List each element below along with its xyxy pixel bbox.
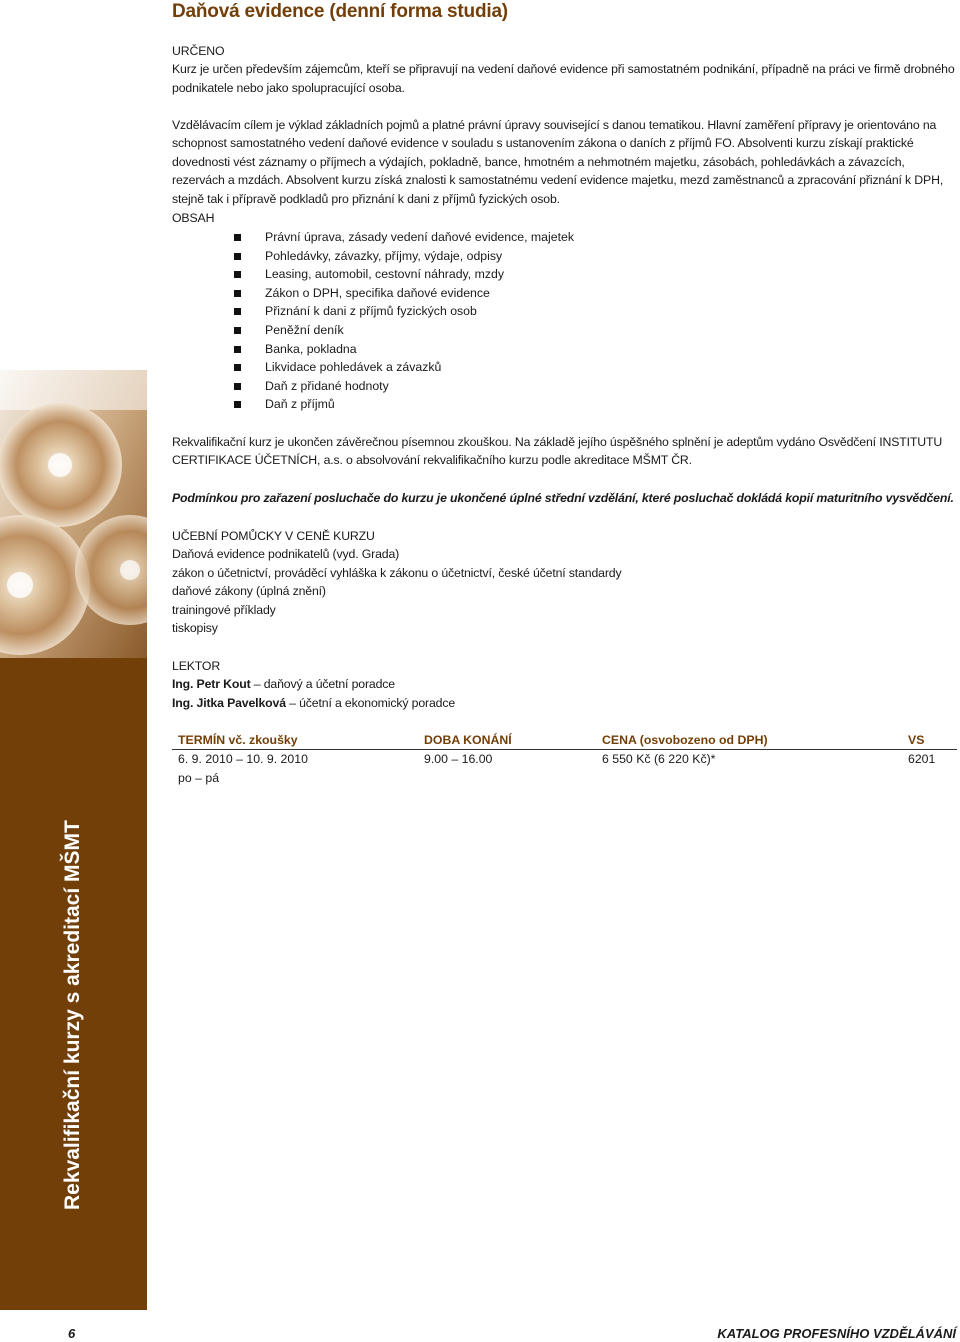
lektor-role: – daňový a účetní poradce [250, 677, 395, 692]
sidebar-title-text: Rekvalifikační kurzy s akreditací MŠMT [61, 820, 84, 1210]
column-header: DOBA KONÁNÍ [418, 731, 596, 750]
list-item: Pohledávky, závazky, příjmy, výdaje, odpisy [234, 247, 574, 266]
list-item: Daň z příjmů [234, 395, 574, 414]
square-bullet-icon [234, 401, 241, 408]
pomucky-item: tiskopisy [172, 621, 218, 636]
table-cell: 6201 [908, 752, 936, 766]
sidebar-bar [0, 658, 147, 1310]
list-item: Banka, pokladna [234, 340, 574, 359]
lektor-role: – účetní a ekonomický poradce [285, 695, 456, 710]
square-bullet-icon [234, 308, 241, 315]
conclusion-text: Rekvalifikační kurz je ukončen závěrečnou písemnou zkouškou. Na základě jejího úspěšného splnění je adeptům vydáno Osvědčení INSTITUTU CERTIFIKACE ÚČETNÍCH, a.s. o absolvování rekvalifikačního kurzu podle akreditace MŠMT ČR. [172, 435, 943, 468]
table-row [172, 750, 957, 770]
condition-text: Podmínkou pro zařazení posluchače do kurzu je ukončené úplné střední vzdělání, které posluchač dokládá kopií maturitního vysvědčení. [172, 491, 954, 505]
list-item: Peněžní deník [234, 321, 574, 340]
lektor-label: LEKTOR [172, 659, 221, 673]
condition-paragraph [172, 489, 957, 507]
goal-text: Vzdělávacím cílem je výklad základních pojmů a platné právní úpravy související s danou tematikou. Hlavní zaměření přípravy je orientováno na schopnost samostatného vedení daňové evidence v souladu s ustanovením zákona o daních z příjmů FO. Absolventi kurzu získají praktické dovednosti vést záznamy o příjmech a výdajích, pokladně, bance, hmotném a nehmotném majetku, zásobách, pohledávkách a závazcích, rezervách a mzdách. Absolvent kurzu získá znalosti k samostatnému vedení evidence majetku, mezd zaměstnanců a zpracování přiznání k DPH, stejně tak i přípravě podkladů pro přiznání k dani z příjmů fyzických osob. [172, 118, 944, 206]
square-bullet-icon [234, 234, 241, 241]
lektor-name: Ing. Petr Kout [172, 677, 251, 692]
table-cell [902, 769, 957, 788]
page-title: Daňová evidence (denní forma studia) [172, 1, 508, 22]
section-pomucky [172, 527, 957, 637]
goal-paragraph [172, 116, 957, 208]
table-row [172, 769, 957, 788]
square-bullet-icon [234, 327, 241, 334]
table-cell: 9.00 – 16.00 [424, 752, 493, 766]
pomucky-item: zákon o účetnictví, prováděcí vyhláška k zákonu o účetnictví, české účetní standardy [172, 565, 622, 580]
obsah-list [234, 228, 574, 414]
catalog-name: KATALOG PROFESNÍHO VZDĚLÁVÁNÍ [717, 1326, 956, 1341]
square-bullet-icon [234, 290, 241, 297]
square-bullet-icon [234, 271, 241, 278]
list-item: Daň z přidané hodnoty [234, 377, 574, 396]
obsah-label: OBSAH [172, 211, 215, 225]
table-header-row [172, 731, 957, 750]
list-item: Zákon o DPH, specifika daňové evidence [234, 284, 574, 303]
sidebar-vertical-title [0, 658, 147, 1310]
column-header: CENA (osvobozeno od DPH) [596, 731, 902, 750]
sidebar-cd-photo [0, 370, 147, 658]
pomucky-item: Daňová evidence podnikatelů (vyd. Grada) [172, 547, 400, 562]
table-cell [418, 769, 596, 788]
lektor-person [172, 694, 957, 712]
square-bullet-icon [234, 253, 241, 260]
table-cell [596, 769, 902, 788]
pomucky-label: UČEBNÍ POMŮCKY V CENĚ KURZU [172, 529, 375, 543]
page-number: 6 [68, 1326, 76, 1341]
list-item: Přiznání k dani z příjmů fyzických osob [234, 302, 574, 321]
section-lektor [172, 657, 957, 712]
list-item: Leasing, automobil, cestovní náhrady, mzdy [234, 265, 574, 284]
column-header: TERMÍN vč. zkoušky [172, 731, 418, 750]
schedule-table [172, 731, 957, 788]
section-urceno [172, 42, 957, 97]
square-bullet-icon [234, 383, 241, 390]
lektor-person [172, 675, 957, 693]
conclusion-paragraph [172, 433, 957, 470]
urceno-label: URČENO [172, 44, 225, 58]
table-cell: 6 550 Kč (6 220 Kč)* [602, 752, 716, 766]
square-bullet-icon [234, 346, 241, 353]
column-header: VS [902, 731, 957, 750]
list-item: Právní úprava, zásady vedení daňové evidence, majetek [234, 228, 574, 247]
lektor-name: Ing. Jitka Pavelková [172, 695, 286, 710]
table-cell: po – pá [178, 771, 220, 785]
pomucky-item: trainingové příklady [172, 602, 276, 617]
square-bullet-icon [234, 364, 241, 371]
pomucky-item: daňové zákony (úplná znění) [172, 584, 326, 599]
table-cell: 6. 9. 2010 – 10. 9. 2010 [178, 752, 308, 766]
urceno-text: Kurz je určen především zájemcům, kteří se připravují na vedení daňové evidence při samostatném podnikání, případně na práci ve firmě drobného podnikatele nebo jako spolupracující osoba. [172, 62, 955, 95]
list-item: Likvidace pohledávek a závazků [234, 358, 574, 377]
